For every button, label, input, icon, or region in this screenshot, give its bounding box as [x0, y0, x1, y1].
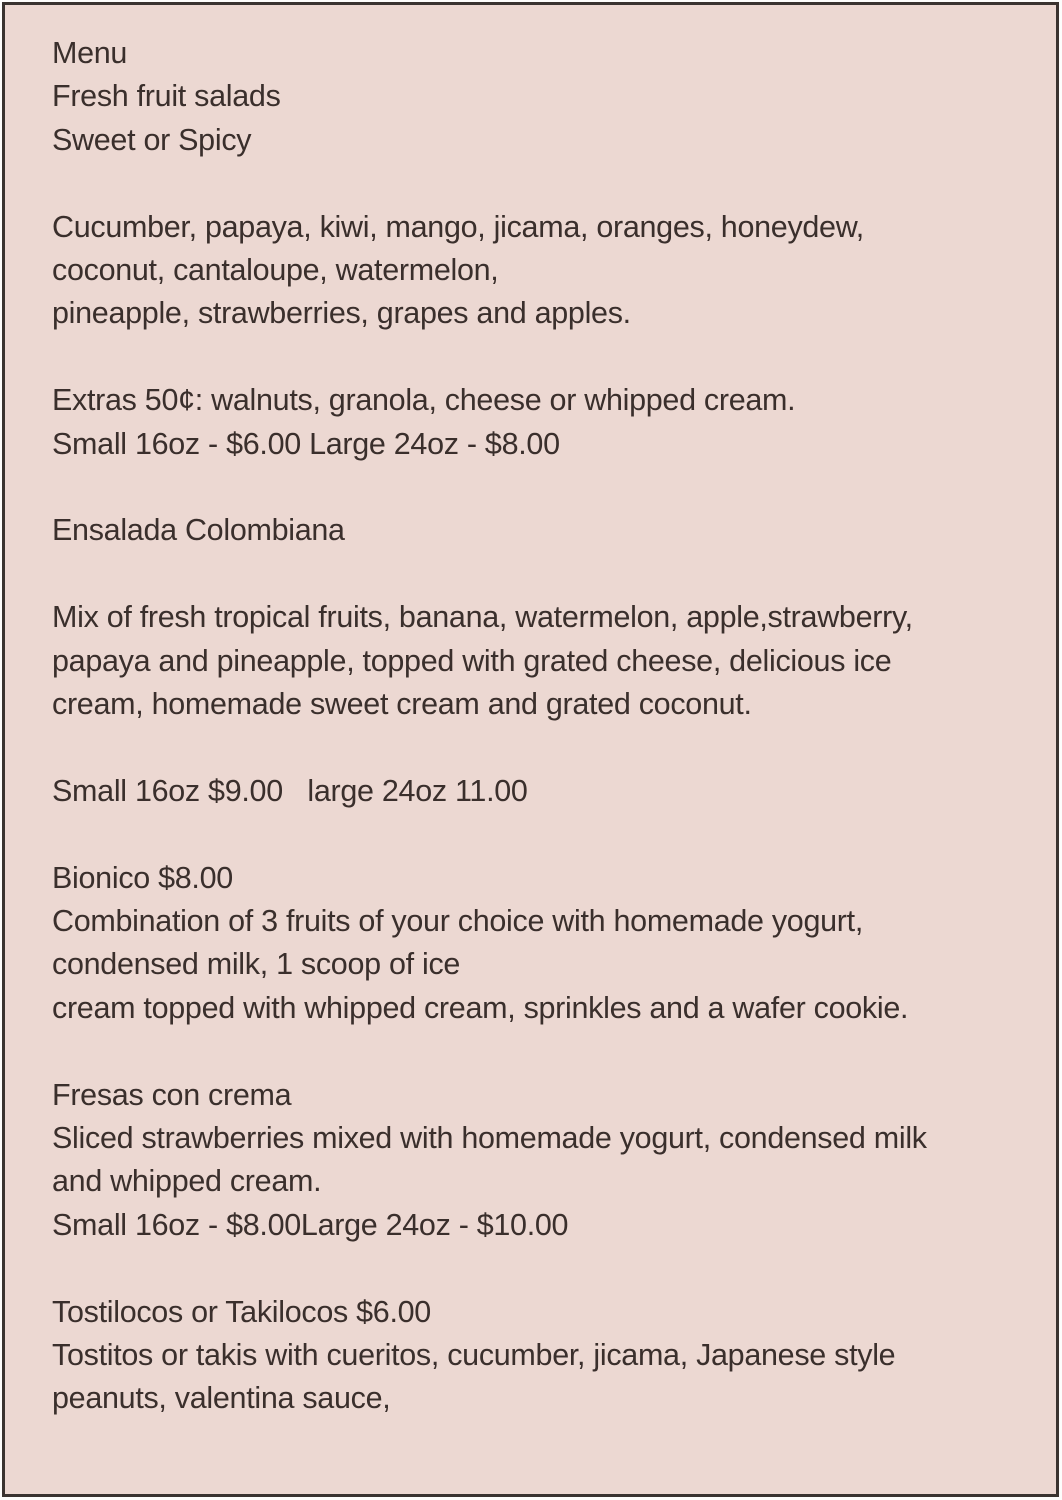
menu-subtitle: Fresh fruit salads	[52, 79, 281, 114]
item-description-line: cream, homemade sweet cream and grated coconut.	[52, 687, 752, 722]
menu-section-ensalada-pricing	[52, 770, 1044, 813]
menu-section-header	[52, 32, 1044, 162]
item-title: Bionico $8.00	[52, 860, 233, 895]
item-description-line: and whipped cream.	[52, 1164, 322, 1199]
extras-line: Extras 50¢: walnuts, granola, cheese or whipped cream.	[52, 383, 796, 418]
menu-panel	[2, 2, 1059, 1497]
item-title: Tostilocos or Takilocos $6.00	[52, 1294, 431, 1329]
item-description-line: cream topped with whipped cream, sprinkles and a wafer cookie.	[52, 990, 909, 1025]
menu-tagline: Sweet or Spicy	[52, 122, 252, 157]
menu-section-ensalada-description	[52, 596, 1044, 726]
item-description-line: papaya and pineapple, topped with grated cheese, delicious ice	[52, 643, 892, 678]
menu-section-fresas	[52, 1074, 1044, 1248]
price-line: Small 16oz - $6.00 Large 24oz - $8.00	[52, 426, 560, 461]
item-description-line: peanuts, valentina sauce,	[52, 1381, 391, 1416]
item-description-line: condensed milk, 1 scoop of ice	[52, 947, 461, 982]
menu-section-ensalada-title	[52, 509, 1044, 552]
item-description-line: Mix of fresh tropical fruits, banana, watermelon, apple,strawberry,	[52, 600, 913, 635]
item-description-line: Tostitos or takis with cueritos, cucumber, jicama, Japanese style	[52, 1338, 896, 1373]
menu-section-tostilocos	[52, 1291, 1044, 1421]
menu-line: coconut, cantaloupe, watermelon,	[52, 253, 499, 288]
price-line: Small 16oz $9.00 large 24oz 11.00	[52, 773, 528, 808]
item-title: Ensalada Colombiana	[52, 513, 345, 548]
menu-section-bionico	[52, 857, 1044, 1031]
menu-section-extras-pricing	[52, 379, 1044, 466]
item-description-line: Combination of 3 fruits of your choice with homemade yogurt,	[52, 904, 863, 939]
item-description-line: Sliced strawberries mixed with homemade yogurt, condensed milk	[52, 1121, 927, 1156]
menu-title: Menu	[52, 36, 128, 70]
menu-content	[52, 32, 1044, 1494]
item-title: Fresas con crema	[52, 1077, 292, 1112]
menu-section-fruit-list	[52, 206, 1044, 336]
menu-line: Cucumber, papaya, kiwi, mango, jicama, oranges, honeydew,	[52, 209, 864, 244]
menu-line: pineapple, strawberries, grapes and apples.	[52, 296, 631, 331]
price-line: Small 16oz - $8.00Large 24oz - $10.00	[52, 1207, 569, 1242]
